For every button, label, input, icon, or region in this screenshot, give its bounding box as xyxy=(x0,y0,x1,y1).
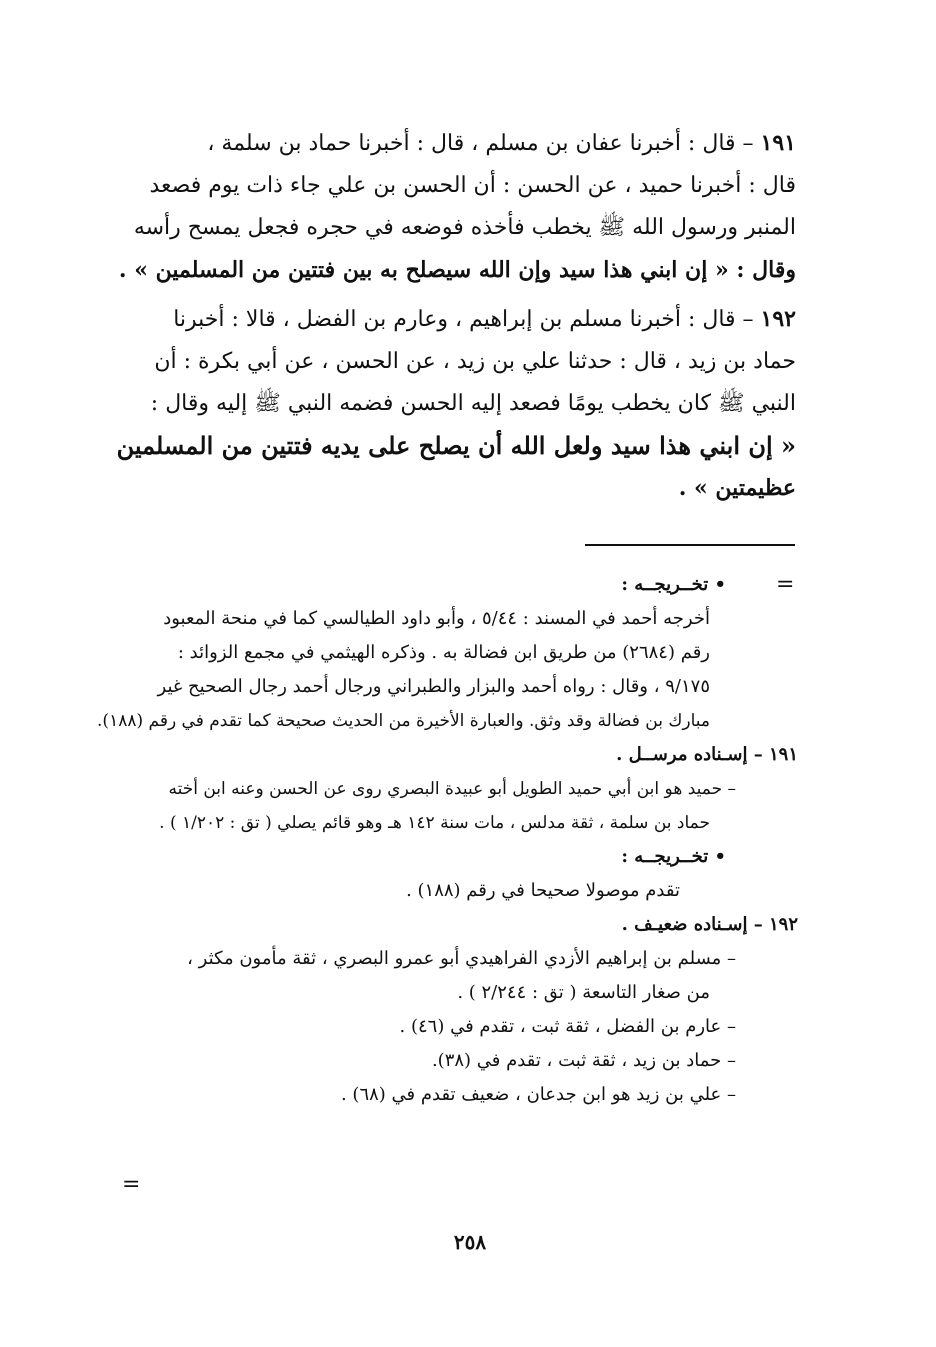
hadith-line: المنبر ورسول الله ﷺ يخطب فأخذه فوضعه في حجره فجعل يمسح رأسه xyxy=(133,215,796,240)
footnote-separator xyxy=(585,544,795,546)
takhrij-heading: • تخــريجــه : xyxy=(621,574,726,595)
end-continuation-mark: = xyxy=(122,1172,141,1197)
note-line: أخرجه أحمد في المسند : ٥/٤٤ ، وأبو داود الطيالسي كما في منحة المعبود xyxy=(163,608,710,629)
note-line: رقم (٢٦٨٤) من طريق ابن فضالة به . وذكره الهيثمي في مجمع الزوائد : xyxy=(177,642,710,663)
note-line: ٩/١٧٥ ، وقال : رواه أحمد والبزار والطبراني ورجال أحمد رجال الصحيح غير xyxy=(157,676,710,697)
note-line: – علي بن زيد هو ابن جدعان ، ضعيف تقدم في (٦٨) . xyxy=(340,1084,736,1105)
isnad-heading: ١٩٢ – إسـناده ضعيـف . xyxy=(621,914,798,935)
hadith-line: قال : أخبرنا حميد ، عن الحسن : أن الحسن بن علي جاء ذات يوم فصعد xyxy=(149,173,796,198)
hadith-line: « إن ابني هذا سيد ولعل الله أن يصلح على يديه فتتين من المسلمين xyxy=(116,431,796,460)
hadith-line: النبي ﷺ كان يخطب يومًا فصعد إليه الحسن فضمه النبي ﷺ إليه وقال : xyxy=(150,391,796,416)
hadith-line: عظيمتين » . xyxy=(678,475,796,501)
hadith-line: ١٩١ – قال : أخبرنا عفان بن مسلم ، قال : أخبرنا حماد بن سلمة ، xyxy=(207,130,796,156)
note-line: – حماد بن زيد ، ثقة ثبت ، تقدم في (٣٨). xyxy=(431,1050,736,1071)
page-number: ٢٥٨ xyxy=(453,1230,487,1254)
hadith-line: حماد بن زيد ، قال : حدثنا علي بن زيد ، عن الحسن ، عن أبي بكرة : أن xyxy=(154,349,796,374)
isnad-heading: ١٩١ – إسـناده مرســل . xyxy=(616,744,798,765)
note-line: تقدم موصولا صحيحا في رقم (١٨٨) . xyxy=(406,880,680,901)
hadith-line: ١٩٢ – قال : أخبرنا مسلم بن إبراهيم ، وعارم بن الفضل ، قالا : أخبرنا xyxy=(173,306,796,332)
hadith-number: ١٩٢ xyxy=(760,306,796,332)
note-line: – عارم بن الفضل ، ثقة ثبت ، تقدم في (٤٦) . xyxy=(399,1016,736,1037)
note-line: مبارك بن فضالة وقد وثق. والعبارة الأخيرة من الحديث صحيحة كما تقدم في رقم (١٨٨). xyxy=(97,711,710,731)
note-line: – مسلم بن إبراهيم الأزدي الفراهيدي أبو عمرو البصري ، ثقة مأمون مكثر ، xyxy=(187,948,736,969)
footnotes xyxy=(97,568,798,1112)
hadith-191 xyxy=(120,122,796,291)
note-line: من صغار التاسعة ( تق : ٢/٢٤٤ ) . xyxy=(457,982,710,1003)
takhrij-heading: • تخــريجــه : xyxy=(621,846,726,867)
note-line: حماد بن سلمة ، ثقة مدلس ، مات سنة ١٤٢ هـ وهو قائم يصلي ( تق : ١/٢٠٢ ) . xyxy=(159,813,710,833)
continuation-mark: = xyxy=(776,572,795,597)
note-line: – حميد هو ابن أبي حميد الطويل أبو عبيدة البصري روى عن الحسن وعنه ابن أخته xyxy=(168,779,736,799)
hadith-number: ١٩١ xyxy=(760,130,796,156)
hadith-192 xyxy=(116,298,796,509)
hadith-line: وقال : « إن ابني هذا سيد وإن الله سيصلح به بين فتتين من المسلمين » . xyxy=(118,257,796,283)
